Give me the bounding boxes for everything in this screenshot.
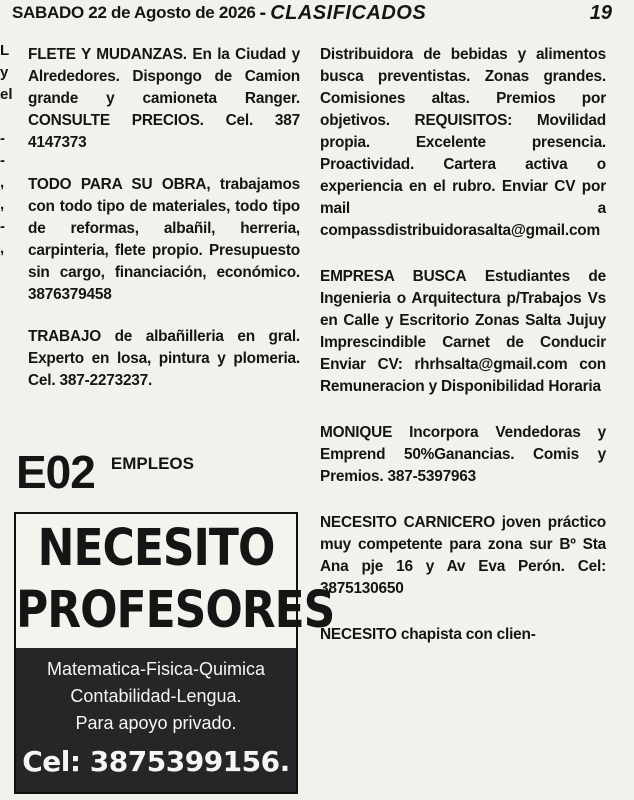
ad-text: chapista con clien- [400, 626, 536, 643]
classified-ad-obra [28, 174, 300, 306]
page-header [12, 0, 612, 26]
boxed-ad-phone: Cel: 3875399156. [22, 745, 290, 778]
edge-fragment: - [0, 130, 5, 147]
boxed-ad-headline-2: PROFESORES [16, 581, 335, 640]
edge-fragment [0, 106, 14, 128]
edge-fragment: y [0, 64, 9, 81]
section-heading [16, 448, 296, 498]
header-page-number: 19 [589, 1, 612, 24]
header-dash: - [259, 1, 267, 24]
ad-lead: NECESITO [320, 626, 397, 643]
ad-text: Incorpora Vendedoras y Emprend 50%Ganancias. Comis y Premios. 387-5397963 [320, 424, 606, 485]
section-code: E02 [16, 446, 95, 498]
left-edge-fragments [0, 40, 14, 260]
classified-ad-empresa-busca [320, 266, 606, 398]
ad-text: Distribuidora de bebidas y alimentos busca preventistas. Zonas grandes. Comisiones altas. Premios por objetivos. REQUISITOS: Movilidad propia. Excelente presencia. Proactividad. Cartera activa o experiencia en el rubro. Enviar CV por mail a compassdistribuidorasalta@gmail.com [320, 46, 606, 239]
ad-lead: TRABAJO [28, 328, 101, 345]
ad-text: Estudiantes de Ingenieria o Arquitectura p/Trabajos Vs en Calle y Escritorio Zonas Salta Jujuy Imprescindible Carnet de Conducir Enviar CV: rhrhsalta@gmail.com con Remuneracion y Disponibilidad Horaria [320, 268, 606, 395]
ad-text: En la Ciudad y Alrededores. Dispongo de Camion grande y camioneta Ranger. CONSULTE PRECIOS. Cel. 387 4147373 [28, 46, 301, 151]
classified-ad-monique [320, 422, 606, 488]
ad-lead: EMPRESA BUSCA [320, 268, 467, 285]
boxed-ad-dark-panel [16, 648, 296, 792]
header-date: SABADO 22 de Agosto de 2026 [12, 3, 256, 22]
boxed-ad-purpose: Para apoyo privado. [75, 713, 237, 733]
ad-lead: MONIQUE [320, 424, 393, 441]
header-section-title: CLASIFICADOS [270, 1, 427, 24]
boxed-ad-headline-1: NECESITO [37, 519, 275, 578]
classified-ad-albanileria [28, 326, 300, 392]
boxed-ad-subjects-2: Contabilidad-Lengua. [70, 686, 242, 706]
boxed-ad-profesores [14, 512, 335, 794]
edge-fragment: el [0, 86, 13, 103]
ad-lead: TODO PARA SU OBRA, [28, 176, 211, 193]
edge-fragment: - [0, 218, 5, 235]
ad-lead: FLETE Y MUDANZAS. [28, 46, 187, 63]
edge-fragment: , [0, 240, 5, 257]
section-label: EMPLEOS [110, 454, 194, 473]
classified-ad-distribuidora [320, 44, 606, 242]
ad-text: trabajamos con todo tipo de materiales, todo tipo de reformas, albañil, herreria, carpinteria, flete propio. Presupuesto sin cargo, financiación, económico. 3876379458 [28, 176, 301, 303]
edge-fragment: L [0, 42, 10, 59]
classified-ad-chapista [320, 624, 606, 646]
boxed-ad-subjects-1: Matematica-Fisica-Quimica [46, 659, 266, 679]
ad-lead: NECESITO CARNICERO [320, 514, 495, 531]
classified-ad-carnicero [320, 512, 606, 600]
right-column [320, 44, 606, 646]
left-column [28, 44, 300, 392]
classified-ad-flete [28, 44, 300, 154]
edge-fragment: , [0, 196, 5, 213]
header-left [12, 2, 426, 25]
ad-text: joven práctico muy competente para zona sur Bº Sta Ana pje 16 y Av Eva Perón. Cel: 3875130650 [320, 514, 607, 597]
ad-text: de albañilleria en gral. Experto en losa, pintura y plomeria. Cel. 387-2273237. [28, 328, 300, 389]
edge-fragment: - [0, 152, 5, 169]
edge-fragment: , [0, 174, 5, 191]
